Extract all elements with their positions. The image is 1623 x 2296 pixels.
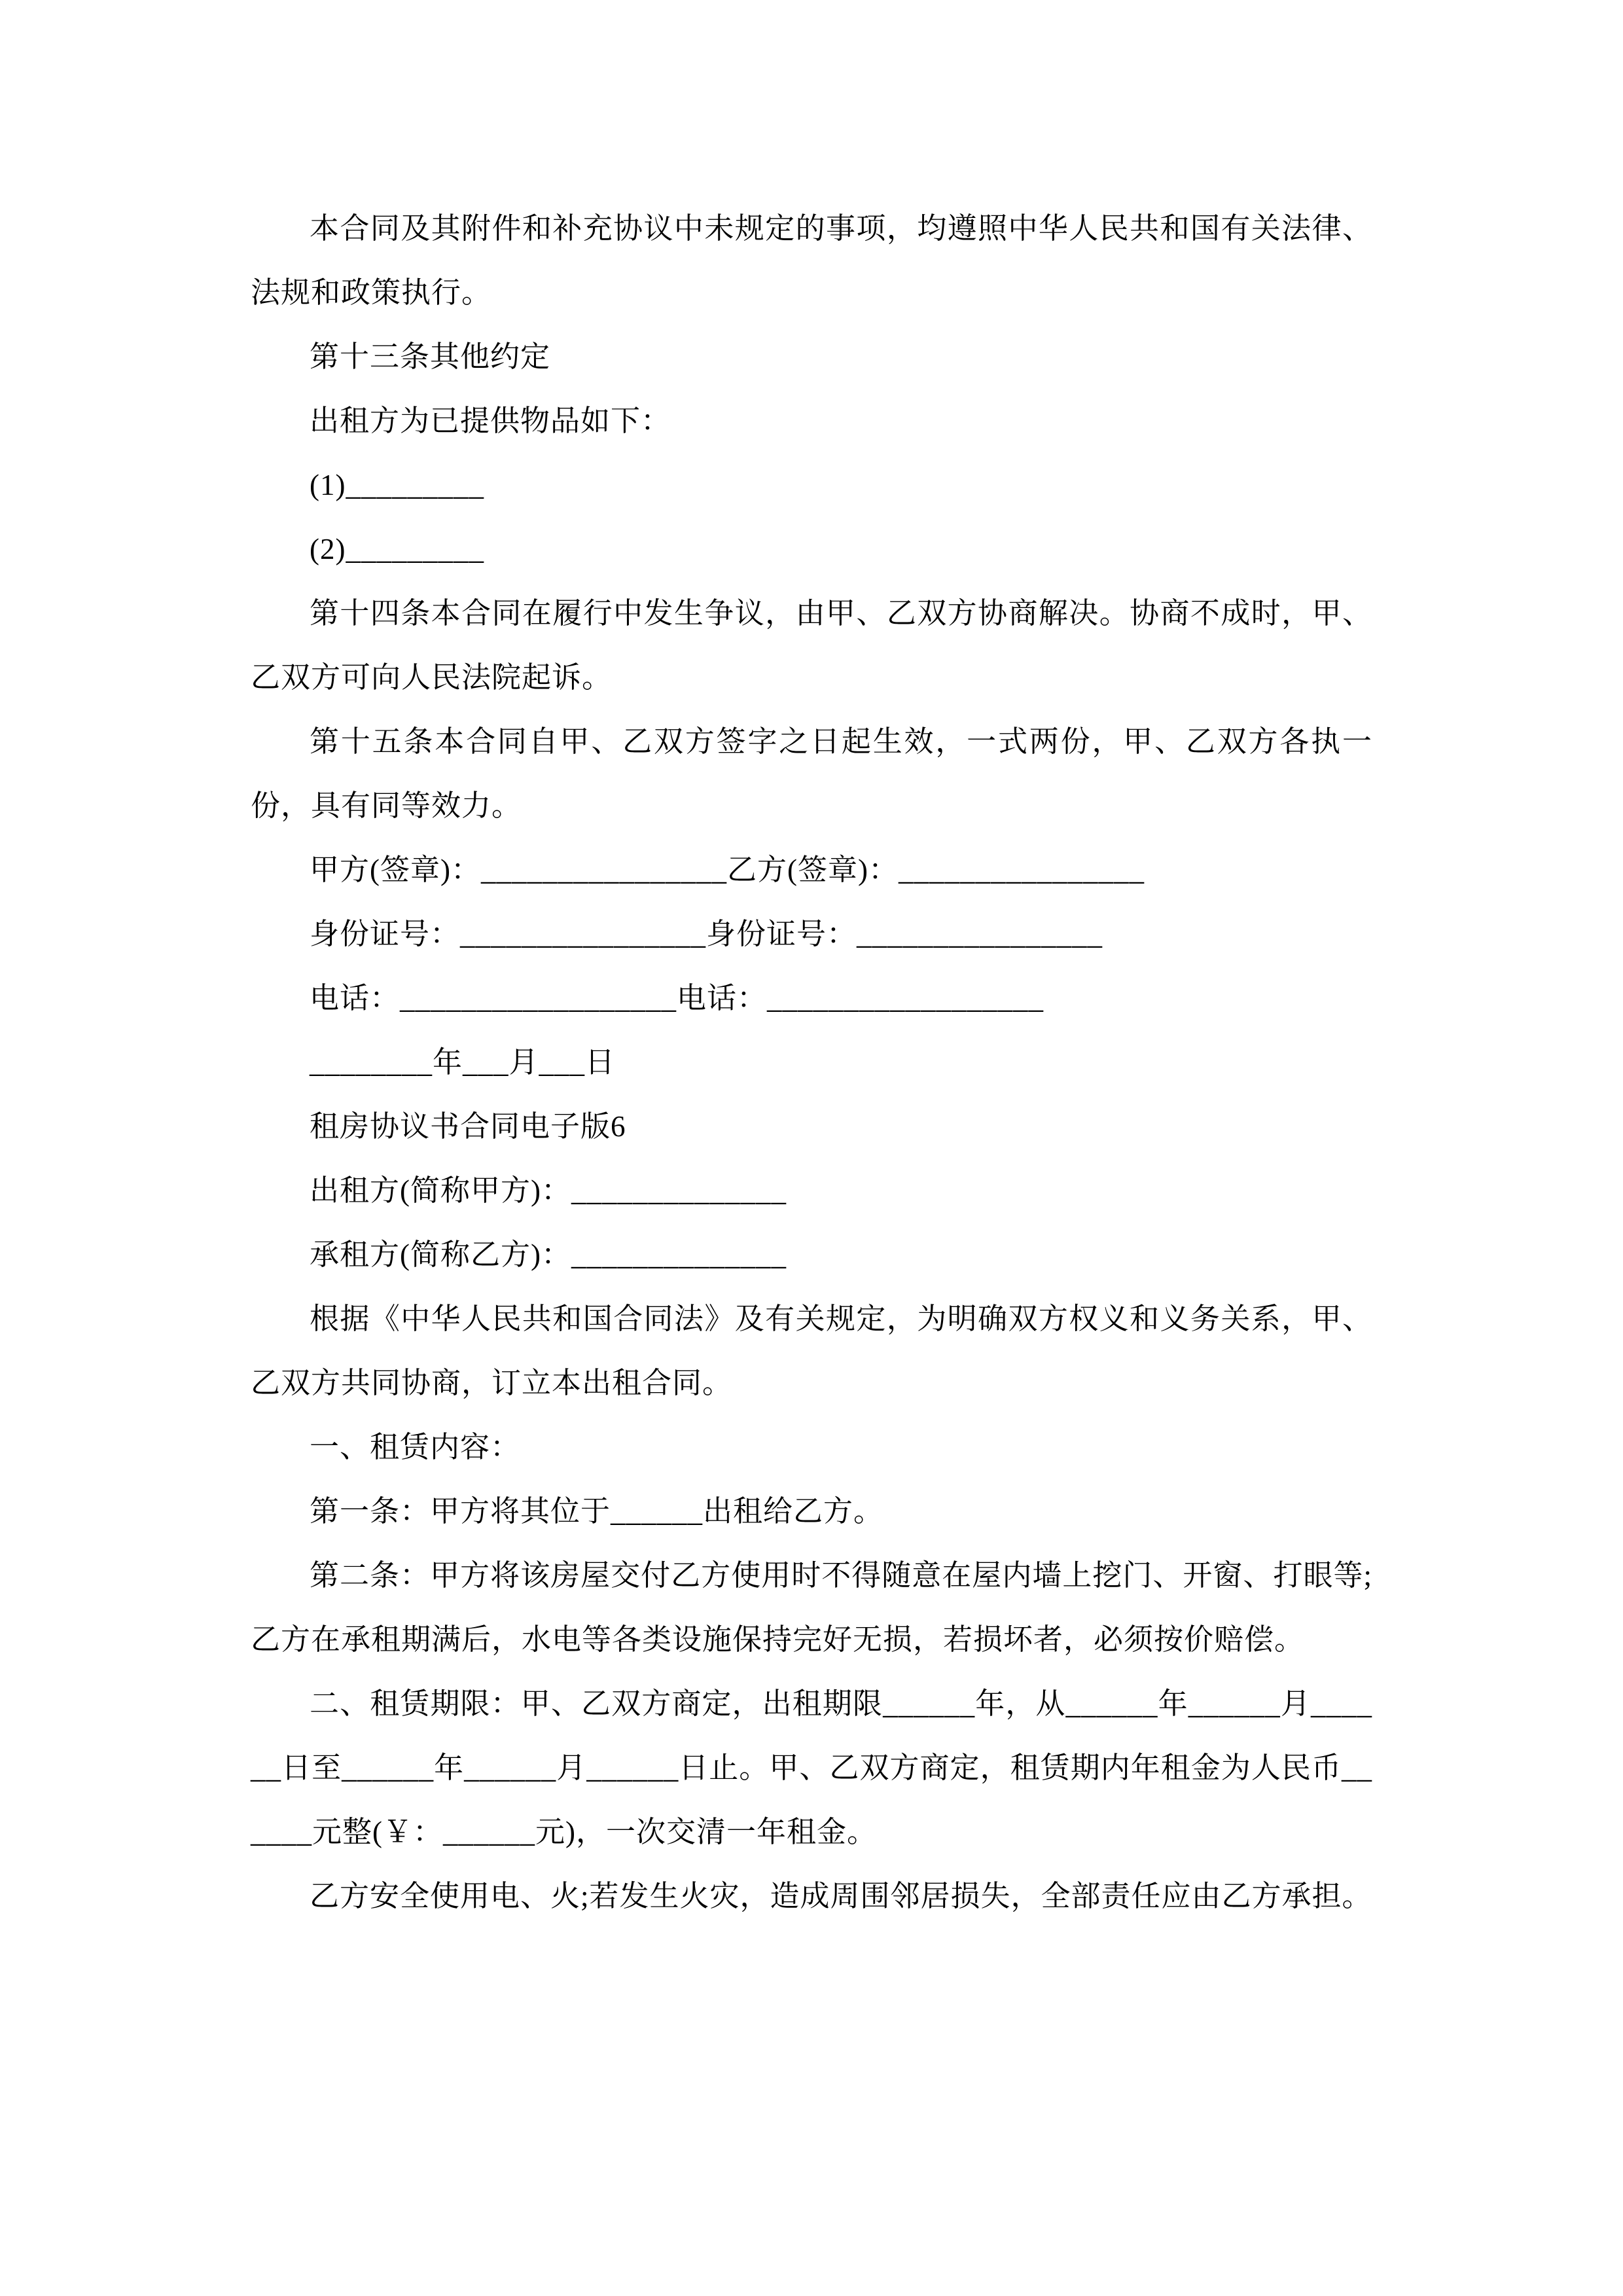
lessor-line: 出租方(简称甲方)：______________	[310, 1174, 787, 1207]
contract-body	[251, 196, 1372, 1928]
id-number-line: 身份证号：________________身份证号：________________	[310, 918, 1103, 950]
article-1: 第一条：甲方将其位于______出租给乙方。	[310, 1495, 884, 1528]
clause-13-heading: 第十三条其他约定	[310, 340, 551, 373]
preamble: 根据《中华人民共和国合同法》及有关规定，为明确双方权义和义务关系，甲、乙双方共同协商，订立本出租合同。	[251, 1302, 1372, 1399]
date-line: ________年___月___日	[310, 1046, 616, 1079]
section-2-lease-term: 二、租赁期限：甲、乙双方商定，出租期限______年，从______年______月______日至______年______月______日止。甲、乙双方商定，租赁期内年租金为人民币______元整(￥：______元)，一次交清一年租金。	[251, 1687, 1372, 1848]
article-2: 第二条：甲方将该房屋交付乙方使用时不得随意在屋内墙上挖门、开窗、打眼等;乙方在承租期满后，水电等各类设施保持完好无损，若损坏者，必须按价赔偿。	[251, 1559, 1372, 1656]
provided-items-intro: 出租方为已提供物品如下：	[310, 404, 671, 437]
clause-15-effectiveness: 第十五条本合同自甲、乙双方签字之日起生效，一式两份，甲、乙双方各执一份，具有同等效力。	[251, 725, 1372, 822]
section-1-heading: 一、租赁内容：	[310, 1431, 521, 1463]
clause-supplementary-law: 本合同及其附件和补充协议中未规定的事项，均遵照中华人民共和国有关法律、法规和政策执行。	[251, 212, 1372, 309]
signature-line-parties: 甲方(签章)：________________乙方(签章)：________________	[310, 853, 1145, 886]
provided-item-2: (2)_________	[310, 533, 484, 565]
doc-title-version-6: 租房协议书合同电子版6	[310, 1110, 626, 1143]
provided-item-1: (1)_________	[310, 469, 484, 501]
clause-14-dispute: 第十四条本合同在履行中发生争议，由甲、乙双方协商解决。协商不成时，甲、乙双方可向人民法院起诉。	[251, 597, 1372, 694]
lessee-line: 承租方(简称乙方)：______________	[310, 1238, 787, 1271]
phone-line: 电话：__________________电话：__________________	[310, 982, 1044, 1014]
fire-safety-clause: 乙方安全使用电、火;若发生火灾，造成周围邻居损失，全部责任应由乙方承担。	[310, 1880, 1372, 1912]
